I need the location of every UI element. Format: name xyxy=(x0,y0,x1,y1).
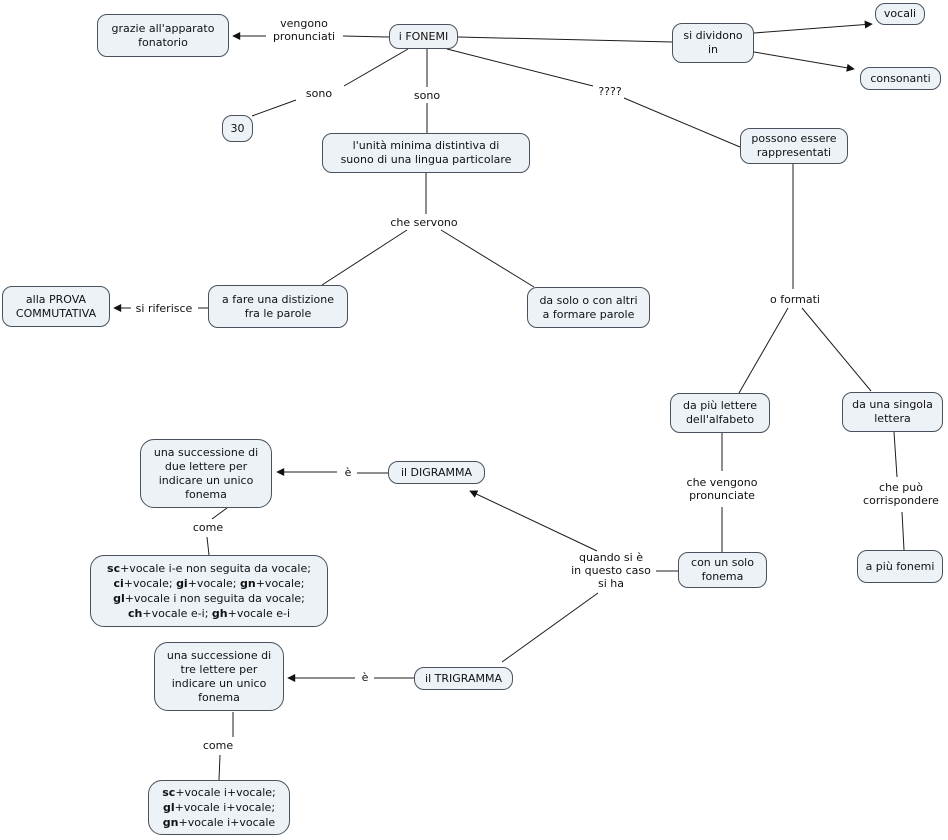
label-text-line: come xyxy=(202,739,234,752)
label-text-line: pronunciati xyxy=(272,30,336,43)
node-possono-rappresentati[interactable] xyxy=(740,128,848,164)
node-esempi-trigramma[interactable] xyxy=(148,780,290,835)
link-label-sono-30[interactable] xyxy=(294,87,344,100)
node-text-line: sc+vocale i+vocale; xyxy=(162,786,276,799)
link-label-che-vengono-pronunciate[interactable] xyxy=(680,476,764,502)
label-text-line: come xyxy=(192,521,224,534)
node-text-line: in xyxy=(707,43,719,56)
node-text-line: da una singola xyxy=(852,398,933,411)
node-text-line: gl+vocale i non seguita da vocale; xyxy=(113,592,305,605)
node-text-line: COMMUTATIVA xyxy=(15,306,97,320)
node-text-line: tre lettere per xyxy=(180,662,258,676)
node-text-line: rappresentati xyxy=(756,146,832,159)
node-text-line: a formare parole xyxy=(542,307,635,321)
node-text-line: consonanti xyxy=(870,71,931,85)
node-text-line: indicare un unico xyxy=(158,473,254,487)
label-text-line: che può xyxy=(879,481,923,494)
node-con-solo-fonema[interactable] xyxy=(678,552,767,588)
node-text-line: i FONEMI xyxy=(398,29,449,43)
label-text-line: che vengono xyxy=(686,476,758,489)
node-da-solo-con-altri[interactable] xyxy=(527,287,650,328)
label-text-line: o formati xyxy=(770,293,820,306)
link-label-question-marks[interactable] xyxy=(585,85,635,98)
label-text-line: vengono xyxy=(280,17,328,30)
node-text-line: a più fonemi xyxy=(865,559,935,573)
node-consonanti[interactable] xyxy=(860,67,941,90)
label-text-line: sono xyxy=(305,87,333,100)
node-text-line: vocali xyxy=(883,7,917,20)
node-digramma[interactable] xyxy=(388,461,485,484)
node-text-line: con un solo xyxy=(691,556,754,569)
node-piu-lettere-alfabeto[interactable] xyxy=(670,393,770,433)
node-text-line: indicare un unico xyxy=(171,676,267,690)
node-successione-due-lettere[interactable] xyxy=(140,439,272,508)
label-text-line: pronunciate xyxy=(689,489,755,502)
node-text-line: il DIGRAMMA xyxy=(400,465,473,479)
node-text-line: ch+vocale e-i; gh+vocale e-i xyxy=(128,607,290,620)
node-text-line: dell'alfabeto xyxy=(685,413,755,426)
node-text-line: due lettere per xyxy=(164,459,248,473)
link-label-come-digramma[interactable] xyxy=(190,521,226,534)
node-30[interactable] xyxy=(222,115,253,142)
node-fare-distizione[interactable] xyxy=(208,285,348,328)
node-singola-lettera[interactable] xyxy=(842,392,943,432)
link-label-che-servono[interactable] xyxy=(384,216,464,229)
node-i-fonemi[interactable] xyxy=(389,24,458,49)
node-unita-minima[interactable] xyxy=(322,133,530,173)
label-text-line: sono xyxy=(413,89,441,102)
node-text-line: fonema xyxy=(198,690,240,704)
node-piu-fonemi[interactable] xyxy=(857,550,943,583)
link-label-sono-unita[interactable] xyxy=(402,89,452,102)
node-text-line: gn+vocale i+vocale xyxy=(162,816,276,829)
link-label-e-digramma[interactable] xyxy=(340,466,356,479)
node-esempi-digramma[interactable] xyxy=(90,555,328,627)
node-text-line: da più lettere xyxy=(683,399,757,412)
label-text-line: è xyxy=(344,466,352,479)
node-grazie-apparato[interactable] xyxy=(97,14,229,57)
label-text-line: si ha xyxy=(598,577,624,590)
link-label-quando-si-e[interactable] xyxy=(565,551,657,590)
node-text-line: fonema xyxy=(185,487,227,501)
link-label-vengono-pronunciati[interactable] xyxy=(260,17,348,43)
link-label-che-puo-corrispondere[interactable] xyxy=(858,481,944,507)
node-prova-commutativa[interactable] xyxy=(2,286,110,327)
node-text-line: il TRIGRAMMA xyxy=(425,671,502,685)
node-si-dividono-in[interactable] xyxy=(672,23,754,63)
node-text-line: suono di una lingua particolare xyxy=(340,153,512,166)
node-successione-tre-lettere[interactable] xyxy=(154,642,284,711)
node-text-line: sc+vocale i-e non seguita da vocale; xyxy=(107,562,311,575)
link-label-o-formati[interactable] xyxy=(765,293,825,306)
node-text-line: si dividono xyxy=(683,29,743,42)
label-text-line: si riferisce xyxy=(135,302,193,315)
label-text-line: ???? xyxy=(598,85,622,98)
node-text-line: una successione di xyxy=(166,648,272,662)
node-text-line: una successione di xyxy=(153,445,259,459)
node-text-line: lettera xyxy=(874,412,911,425)
link-label-e-trigramma[interactable] xyxy=(357,671,373,684)
node-text-line: alla PROVA xyxy=(25,292,87,306)
node-text-line: grazie all'apparato xyxy=(111,21,215,35)
node-vocali[interactable] xyxy=(875,3,925,25)
node-text-line: l'unità minima distintiva di xyxy=(352,139,500,152)
label-text-line: corrispondere xyxy=(863,494,939,507)
node-text-line: da solo o con altri xyxy=(539,293,638,307)
node-text-line: 30 xyxy=(230,121,245,135)
node-text-line: gl+vocale i+vocale; xyxy=(162,801,276,814)
link-label-come-trigramma[interactable] xyxy=(200,739,236,752)
node-text-line: ci+vocale; gi+vocale; gn+vocale; xyxy=(113,577,305,590)
node-text-line: a fare una distizione xyxy=(221,292,334,306)
label-text-line: in questo caso xyxy=(571,564,651,577)
label-text-line: quando si è xyxy=(579,551,643,564)
label-text-line: è xyxy=(361,671,369,684)
node-trigramma[interactable] xyxy=(414,667,513,690)
node-text-line: fra le parole xyxy=(244,306,312,320)
node-text-line: fonema xyxy=(701,570,744,583)
node-text-line: possono essere xyxy=(751,132,837,145)
label-text-line: che servono xyxy=(390,216,458,229)
node-text-line: fonatorio xyxy=(138,35,188,49)
link-label-si-riferisce[interactable] xyxy=(133,302,195,315)
